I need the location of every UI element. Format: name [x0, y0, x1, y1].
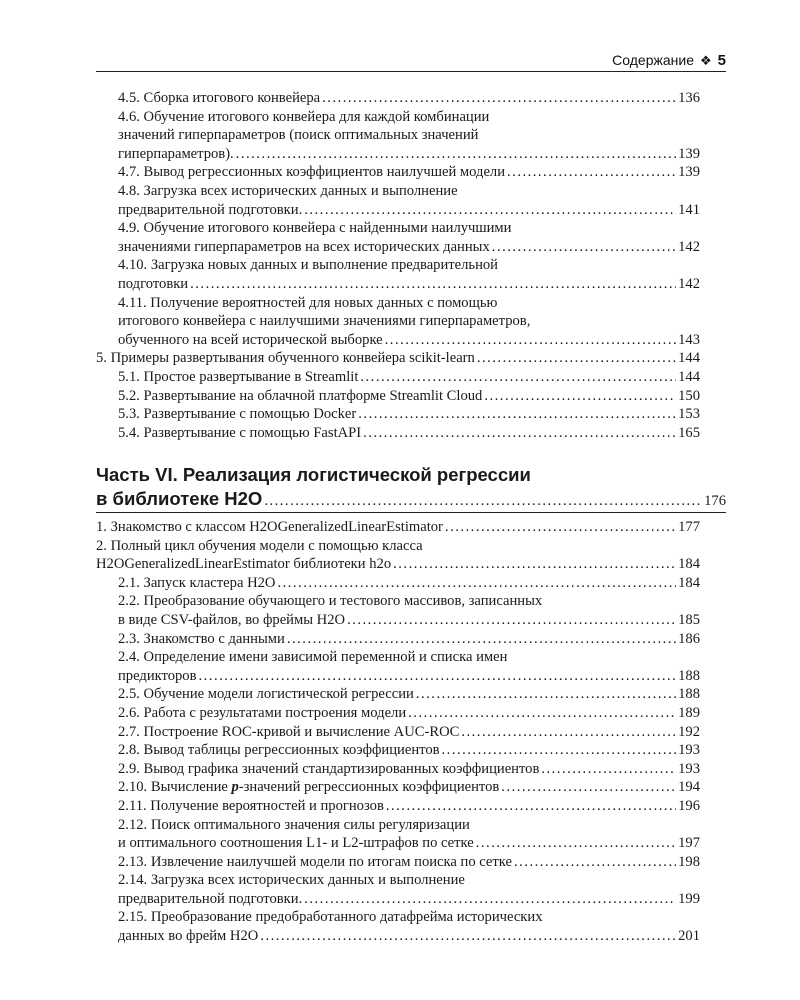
toc-page-number: 150 [678, 387, 700, 404]
leader-dots [360, 368, 676, 387]
leader-dots [442, 741, 677, 760]
toc-entry[interactable] [96, 163, 700, 182]
toc-entry-line [96, 405, 700, 424]
toc-entry[interactable] [96, 592, 700, 629]
toc-entry-text: значений гиперпараметров (поиск оптимальных значений [118, 127, 479, 144]
toc-entry-text: 2.3. Знакомство с данными [118, 630, 285, 647]
toc-entry-line [96, 89, 700, 108]
leader-dots [264, 489, 702, 513]
toc-entry-text: предикторов [118, 667, 197, 684]
toc-entry-text: 2.9. Вывод графика значений стандартизированных коэффициентов [118, 760, 540, 777]
toc-entry[interactable] [96, 182, 700, 219]
leader-dots [445, 518, 676, 537]
toc-page-number: 184 [678, 574, 700, 591]
toc-page-number: 153 [678, 406, 700, 423]
toc-entry-line [96, 741, 700, 760]
ornament-icon: ❖ [700, 53, 712, 68]
leader-dots [322, 89, 676, 108]
toc-page-number: 142 [678, 275, 700, 292]
toc-entry-line [96, 611, 700, 630]
toc-entry[interactable] [96, 816, 700, 853]
toc-page-number: 199 [678, 890, 700, 907]
toc-entry-text: 4.10. Загрузка новых данных и выполнение предварительной [118, 257, 498, 274]
toc-page-number: 139 [678, 164, 700, 181]
leader-dots [393, 555, 676, 574]
leader-dots [347, 611, 676, 630]
toc-entry-text: в виде CSV-файлов, во фреймы H2O [118, 611, 346, 628]
leader-dots [416, 685, 676, 704]
toc-entry-line [96, 555, 700, 574]
header-text [612, 50, 726, 71]
toc-page-number: 194 [678, 779, 700, 796]
toc-page-number: 139 [678, 145, 700, 162]
leader-dots [541, 760, 676, 779]
toc-entry-text: подготовки [118, 275, 189, 292]
leader-dots [408, 704, 676, 723]
toc-entry-text: 5.4. Развертывание с помощью FastAPI [118, 424, 362, 441]
toc-page-number: 136 [678, 90, 700, 106]
toc-entry-line [96, 349, 700, 368]
toc-entry-text: 4.6. Обучение итогового конвейера для каждой комбинации [118, 108, 490, 125]
toc-entry-line [96, 723, 700, 742]
part-title-line-2: в библиотеке H2O [96, 488, 263, 509]
leader-dots [477, 349, 676, 368]
toc-page-number: 186 [678, 630, 700, 647]
toc-entry-text: 2.4. Определение имени зависимой переменной и списка имен [118, 649, 508, 666]
part-page-number: 176 [704, 493, 726, 509]
toc-page-number: 144 [678, 368, 700, 385]
toc-entry[interactable] [96, 537, 700, 574]
toc-entry-text: 4.9. Обучение итогового конвейера с найденными наилучшими [118, 220, 512, 237]
toc-entry[interactable] [96, 256, 700, 293]
toc-entry-line [96, 778, 700, 797]
toc-page-number: 198 [678, 853, 700, 870]
toc-page-number: 177 [678, 519, 700, 535]
toc-entry[interactable] [96, 424, 700, 443]
toc-list-top [96, 89, 700, 442]
toc-entry[interactable] [96, 405, 700, 424]
toc-entry[interactable] [96, 723, 700, 742]
toc-page-number: 197 [678, 835, 700, 852]
toc-entry-line [96, 424, 700, 443]
toc-entry[interactable] [96, 108, 700, 164]
toc-entry-line [96, 163, 700, 182]
leader-dots [385, 331, 676, 350]
toc-entry-line [96, 145, 700, 164]
toc-entry[interactable] [96, 908, 700, 945]
header-section-title: Содержание [612, 52, 694, 68]
leader-dots [358, 405, 676, 424]
toc-entry-line [96, 927, 700, 946]
toc-entry-text: предварительной подготовки. [118, 890, 303, 907]
toc-entry-text: 4.5. Сборка итогового конвейера [118, 90, 321, 106]
toc-entry-text: итогового конвейера с наилучшими значениями гиперпараметров, [118, 313, 531, 330]
leader-dots [507, 163, 676, 182]
leader-dots [190, 275, 676, 294]
toc-page-number: 143 [678, 331, 700, 348]
toc-entry-text: 2.7. Построение ROC-кривой и вычисление AUC-ROC [118, 723, 460, 740]
toc-entry-line [96, 518, 700, 537]
toc-entry-text: гиперпараметров). [118, 145, 234, 162]
toc-entry[interactable] [96, 349, 700, 368]
toc-entry-text: 2.11. Получение вероятностей и прогнозов [118, 797, 384, 814]
toc-entry[interactable] [96, 648, 700, 685]
toc-entry-text: обученного на всей исторической выборке [118, 331, 383, 348]
leader-dots [501, 778, 676, 797]
toc-page-number: 189 [678, 704, 700, 721]
toc-entry-line [96, 816, 700, 835]
toc-entry[interactable] [96, 387, 700, 406]
toc-entry-line [96, 704, 700, 723]
toc-entry-line [96, 685, 700, 704]
toc-entry-text: 4.8. Загрузка всех исторических данных и выполнение [118, 182, 458, 199]
part-title-line-2-row [96, 487, 726, 513]
toc-entry-text: 2.2. Преобразование обучающего и тестового массивов, записанных [118, 593, 543, 610]
toc-entry-text: 2.8. Вывод таблицы регрессионных коэффициентов [118, 742, 440, 759]
toc-entry-line [96, 871, 700, 890]
toc-entry-text: H2OGeneralizedLinearEstimator библиотеки h2o [96, 556, 392, 573]
toc-entry-line [96, 108, 700, 127]
toc-entry[interactable] [96, 760, 700, 779]
toc-entry-text: 1. Знакомство с классом H2OGeneralizedLinearEstimator [96, 519, 443, 535]
header-rule [96, 71, 726, 72]
toc-entry-text: значениями гиперпараметров на всех исторических данных [118, 238, 490, 255]
toc-page-number: 184 [678, 556, 700, 573]
toc-entry-text: 5.2. Развертывание на облачной платформе Streamlit Cloud [118, 387, 483, 404]
toc-page-number: 141 [678, 201, 700, 218]
leader-dots [484, 387, 676, 406]
toc-entry[interactable] [96, 630, 700, 649]
toc-page-number: 196 [678, 797, 700, 814]
toc-entry-line [96, 275, 700, 294]
toc-list-bottom [96, 518, 700, 946]
toc-page-number: 188 [678, 667, 700, 684]
toc-page-number: 192 [678, 723, 700, 740]
toc-entry[interactable] [96, 219, 700, 256]
toc-entry[interactable] [96, 89, 700, 108]
toc-entry-line [96, 201, 700, 220]
leader-dots [277, 574, 676, 593]
leader-dots [304, 890, 676, 909]
toc-entry-line [96, 648, 700, 667]
toc-entry-text: 2.15. Преобразование предобработанного датафрейма исторических [118, 909, 543, 926]
toc-entry-line [96, 537, 700, 556]
toc-entry-text: 4.7. Вывод регрессионных коэффициентов наилучшей модели [118, 164, 506, 181]
toc-entry[interactable] [96, 518, 700, 537]
toc-entry-text: 2.5. Обучение модели логистической регрессии [118, 686, 414, 703]
toc-entry-text: 5. Примеры развертывания обученного конвейера scikit-learn [96, 350, 475, 367]
page-number: 5 [717, 52, 726, 69]
toc-entry-line [96, 387, 700, 406]
toc-entry-text: 2.12. Поиск оптимального значения силы регуляризации [118, 816, 470, 833]
toc-entry[interactable] [96, 574, 700, 593]
toc-entry-line [96, 667, 700, 686]
toc-page-number: 142 [678, 238, 700, 255]
toc-page-number: 185 [678, 611, 700, 628]
toc-entry-text: предварительной подготовки. [118, 201, 303, 218]
toc-entry[interactable] [96, 685, 700, 704]
toc-entry-line [96, 312, 700, 331]
toc-entry-line [96, 219, 700, 238]
toc-entry-line [96, 574, 700, 593]
part-title-line-1: Часть VI. Реализация логистической регрессии [96, 464, 531, 485]
toc-entry[interactable] [96, 294, 700, 350]
toc-page-number: 144 [678, 350, 700, 367]
toc-entry-text: 2.13. Извлечение наилучшей модели по итогам поиска по сетке [118, 853, 512, 870]
leader-dots [386, 797, 676, 816]
leader-dots [236, 145, 676, 164]
toc-entry[interactable] [96, 704, 700, 723]
leader-dots [492, 238, 676, 257]
toc-entry-text: 2.14. Загрузка всех исторических данных и выполнение [118, 872, 465, 889]
toc-entry-line [96, 797, 700, 816]
toc-entry[interactable] [96, 778, 700, 797]
toc-page-number: 188 [678, 686, 700, 703]
leader-dots [363, 424, 676, 443]
toc-entry-line [96, 630, 700, 649]
toc-entry-line [96, 331, 700, 350]
toc-page-number: 193 [678, 760, 700, 777]
toc-entry-line [96, 908, 700, 927]
toc-entry-line [96, 126, 700, 145]
toc-entry-line [96, 592, 700, 611]
leader-dots [260, 927, 676, 946]
toc-entry-line [96, 294, 700, 313]
toc-entry-text: 4.11. Получение вероятностей для новых данных с помощью [118, 294, 498, 311]
toc-entry-line [96, 853, 700, 872]
toc-entry-text: и оптимального соотношения L1- и L2-штрафов по сетке [118, 835, 474, 852]
toc-entry-line [96, 368, 700, 387]
toc-page-number: 165 [678, 424, 700, 441]
toc-entry[interactable] [96, 797, 700, 816]
toc-entry-line [96, 256, 700, 275]
toc-entry-line [96, 182, 700, 201]
toc-entry-line [96, 760, 700, 779]
toc-entry-text: данных во фрейм H2O [118, 928, 259, 945]
toc-page-number: 193 [678, 742, 700, 759]
part-heading [96, 463, 726, 513]
toc-entry-line [96, 834, 700, 853]
leader-dots [461, 723, 676, 742]
leader-dots [304, 201, 676, 220]
toc-entry[interactable] [96, 741, 700, 760]
toc-entry-text: 2.6. Работа с результатами построения модели [118, 704, 407, 721]
leader-dots [476, 834, 676, 853]
leader-dots [514, 853, 676, 872]
toc-entry-text: 5.3. Развертывание с помощью Docker [118, 406, 357, 423]
leader-dots [199, 667, 677, 686]
leader-dots [287, 630, 676, 649]
toc-entry[interactable] [96, 853, 700, 872]
toc-entry-line [96, 890, 700, 909]
toc-entry-text: 2.10. Вычисление p-значений регрессионных коэффициентов [118, 779, 500, 796]
toc-entry[interactable] [96, 871, 700, 908]
toc-entry-line [96, 238, 700, 257]
toc-entry[interactable] [96, 368, 700, 387]
toc-entry-text: 5.1. Простое развертывание в Streamlit [118, 368, 359, 385]
toc-entry-text: 2. Полный цикл обучения модели с помощью класса [96, 537, 423, 554]
toc-entry-text: 2.1. Запуск кластера H2O [118, 574, 276, 591]
part-rule [96, 512, 726, 513]
toc-page-number: 201 [678, 928, 700, 945]
